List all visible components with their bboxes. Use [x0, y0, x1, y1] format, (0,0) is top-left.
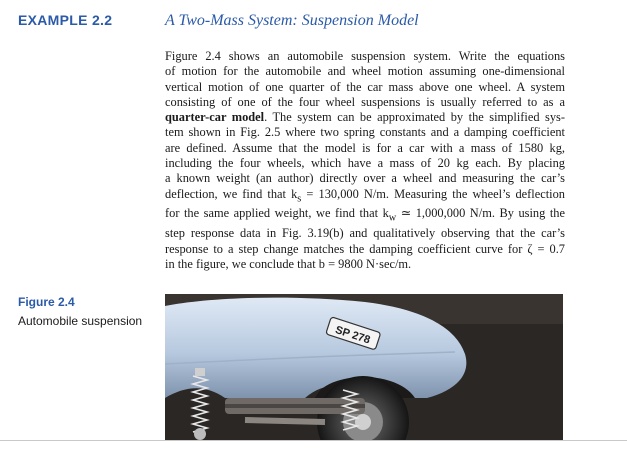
body-line: are defined. Assume that the model is for a car with a mass of 1580 kg, [165, 140, 565, 155]
figure-caption: Automobile suspension [18, 314, 143, 328]
body-line: in the figure, we conclude that b = 9800 N·sec/m. [165, 256, 412, 271]
body-line: deflection, we find that $k_s = 130,000$ N/m. Measuring the wheel’s deflection [165, 186, 565, 205]
body-line: vertical motion of one quarter of the car mass above one wheel. A system [165, 79, 565, 94]
figure-label: Figure 2.4 [18, 295, 75, 309]
body-line: step response data in Fig. 3.19(b) and qualitatively observing that the car’s [165, 226, 565, 241]
subscript-w: w [388, 212, 397, 224]
body-line: consisting of one of the four wheel suspensions is usually referred to as a [165, 94, 565, 109]
body-line: including the four wheels, which have a mass of 20 kg each. By placing [165, 156, 565, 171]
plate-text: SP 278 [333, 324, 372, 347]
example-body [165, 49, 565, 272]
term-quarter-car-model: quarter-car model [165, 110, 265, 125]
body-line: quarter-car model. The system can be approximated by the simplified sys- [165, 110, 565, 125]
body-line: response to a step change matches the damping coefficient curve for ζ = 0.7 [165, 241, 565, 256]
body-line: tem shown in Fig. 2.5 where two spring constants and a damping coefficient [165, 125, 565, 140]
example-label: EXAMPLE 2.2 [18, 12, 113, 28]
subscript-s: s [297, 193, 302, 205]
body-line: a known weight (an author) directly over a wheel and measuring the car’s [165, 171, 565, 186]
suspension-photo [165, 294, 563, 440]
body-line: Figure 2.4 shows an automobile suspension system. Write the equations [165, 49, 565, 63]
page-divider [0, 440, 627, 441]
body-line: of motion for the automobile and wheel motion assuming one-dimensional [165, 64, 565, 79]
example-title: A Two-Mass System: Suspension Model [165, 12, 419, 29]
body-line: for the same applied weight, we find that $k_w$ ≃ 1,000,000 N/m. By using the [165, 206, 565, 224]
